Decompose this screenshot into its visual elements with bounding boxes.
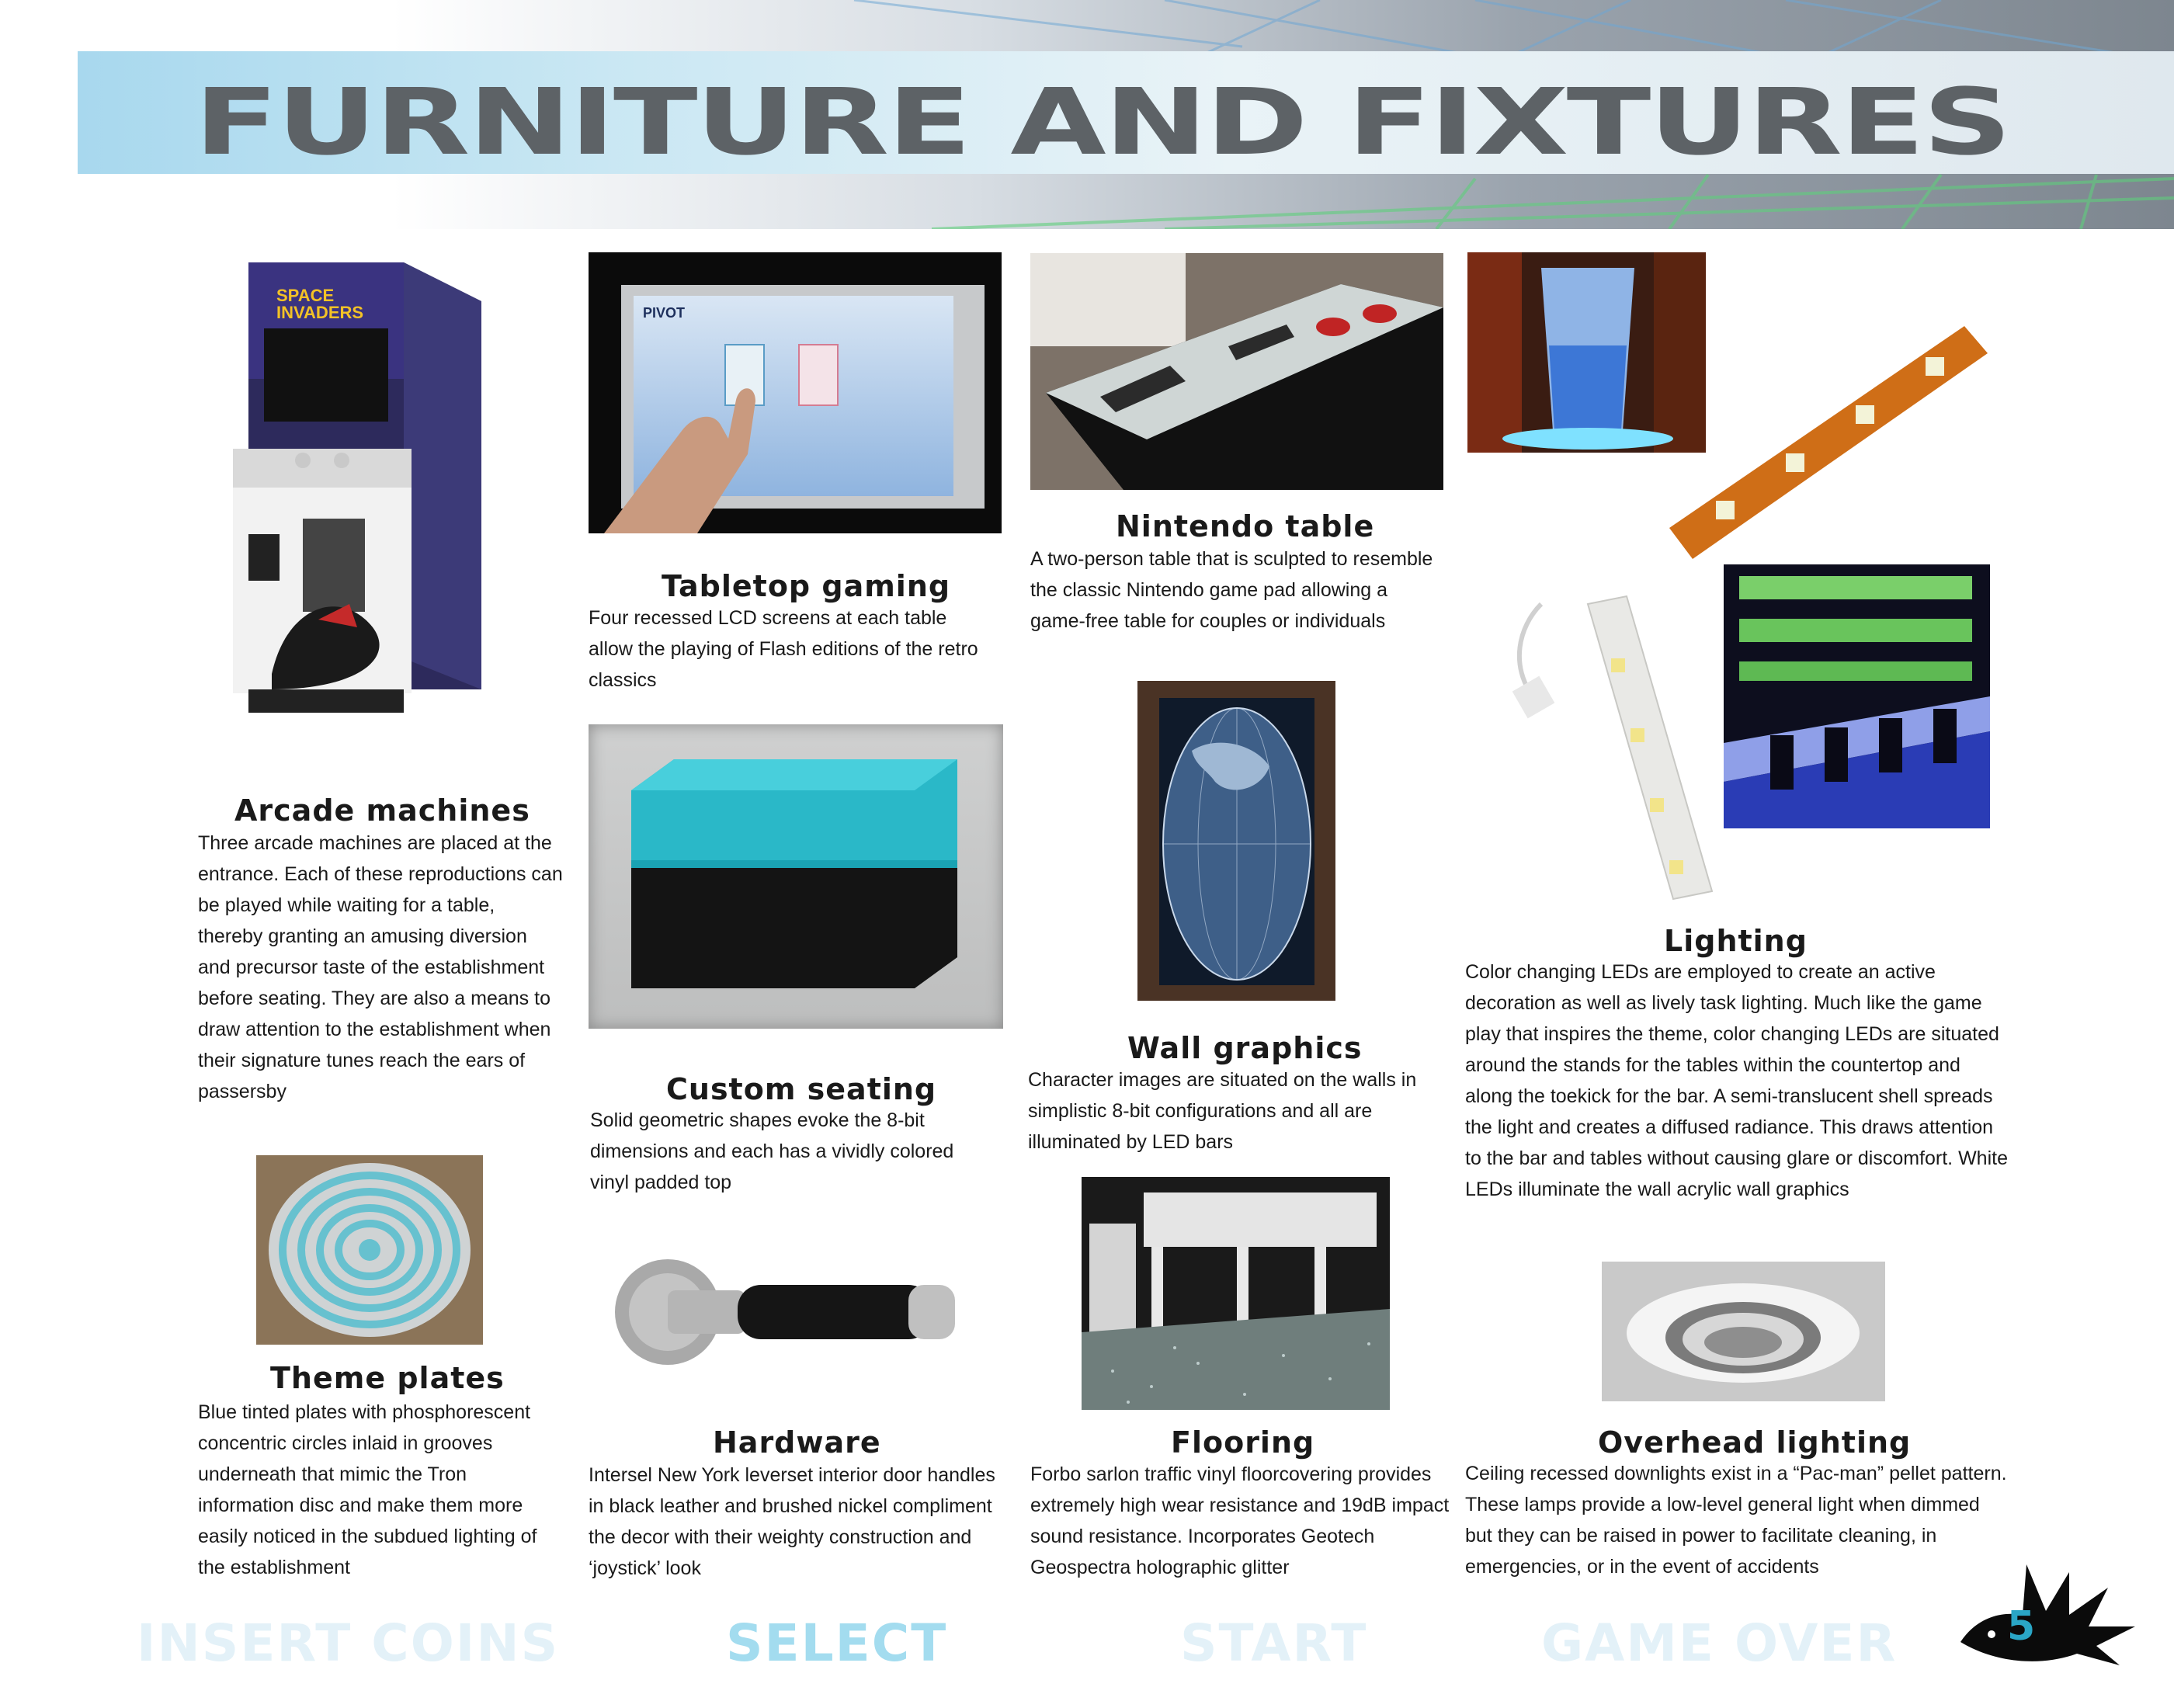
hardware-title: Hardware: [713, 1425, 881, 1460]
porcupine-logo-icon: [1953, 1557, 2139, 1673]
wall-graphics-text: Character images are situated on the walls in simplistic 8-bit configurations and all are illuminated by LED bars: [1028, 1069, 1417, 1153]
lighting-title: Lighting: [1664, 924, 1808, 958]
footer-insert-coins: INSERT COINS: [137, 1613, 560, 1673]
custom-seating-text: Solid geometric shapes evoke the 8-bit dimensions and each has a vividly colored vinyl padded top: [590, 1109, 954, 1193]
hardware-text: Intersel New York leverset interior door handles in black leather and brushed nickel compliment the decor with their weighty construction and ‘joystick’ look: [589, 1464, 995, 1579]
arcade-machine-logo-text: SPACE INVADERS: [276, 286, 364, 322]
pivot-logo-text: PIVOT: [643, 305, 686, 321]
arcade-machine-image: [225, 255, 489, 736]
page-number: 5: [2007, 1603, 2036, 1650]
footer-start: START: [1180, 1613, 1368, 1673]
tabletop-gaming-text: Four recessed LCD screens at each table allow the playing of Flash editions of the retro classics: [589, 607, 978, 691]
custom-seating-title: Custom seating: [666, 1072, 937, 1106]
theme-plates-text: Blue tinted plates with phosphorescent concentric circles inlaid in grooves underneath that mimic the Tron information disc and make them more easily noticed in the subdued lighting of the establishment: [198, 1401, 537, 1578]
led-strip-image: [1662, 311, 1995, 567]
nintendo-table-image: [1030, 253, 1443, 490]
overhead-lighting-text: Ceiling recessed downlights exist in a “Pac-man” pellet pattern. These lamps provide a low-level general light when dimmed but they can be raised in power to facilitate cleaning, in emergencies, or in the event of accidents: [1465, 1463, 2007, 1578]
wall-graphics-title: Wall graphics: [1127, 1031, 1363, 1065]
tabletop-gaming-title: Tabletop gaming: [662, 569, 951, 603]
flooring-text: Forbo sarlon traffic vinyl floorcovering provides extremely high wear resistance and 19dB impact sound resistance. Incorporates Geotech Geospectra holographic glitter: [1030, 1463, 1450, 1578]
flooring-title: Flooring: [1171, 1425, 1315, 1460]
door-handle-image: [613, 1242, 971, 1382]
overhead-lighting-title: Overhead lighting: [1598, 1425, 1912, 1460]
theme-plate-image: [256, 1155, 483, 1345]
footer-select: SELECT: [726, 1613, 948, 1673]
led-tube-image: [1487, 581, 1720, 907]
nintendo-table-title: Nintendo table: [1116, 509, 1375, 543]
downlight-image: [1602, 1262, 1885, 1401]
page-title: FURNITURE AND FIXTURES: [194, 68, 2010, 175]
footer-game-over: GAME OVER: [1541, 1613, 1898, 1673]
theme-plates-title: Theme plates: [270, 1361, 505, 1395]
arcade-machines-title: Arcade machines: [234, 793, 530, 828]
flooring-image: [1082, 1177, 1390, 1410]
wall-graphics-image: [1137, 681, 1335, 1001]
nintendo-table-text: A two-person table that is sculpted to resemble the classic Nintendo game pad allowing a game-free table for couples or individuals: [1030, 548, 1433, 632]
lighting-text: Color changing LEDs are employed to create an active decoration as well as lively task lighting. Much like the game play that inspires the theme, color changing LEDs are situated around the stands for the tables within the countertop and along the toekick for the bar. A semi-translucent shell spreads the light and creates a diffused radiance. This draws attention to the bar and tables without causing glare or discomfort. White LEDs illuminate the wall acrylic wall graphics: [1465, 961, 2008, 1200]
tabletop-gaming-image: [589, 252, 1002, 533]
arcade-machines-text: Three arcade machines are placed at the entrance. Each of these reproductions can be played while waiting for a table, thereby granting an amusing diversion and precursor taste of the establishment before seating. They are also a means to draw attention to the establishment when their signature tunes reach the ears of passersby: [198, 832, 563, 1102]
custom-seating-image: [589, 724, 1003, 1029]
bar-lighting-image: [1724, 564, 1990, 828]
